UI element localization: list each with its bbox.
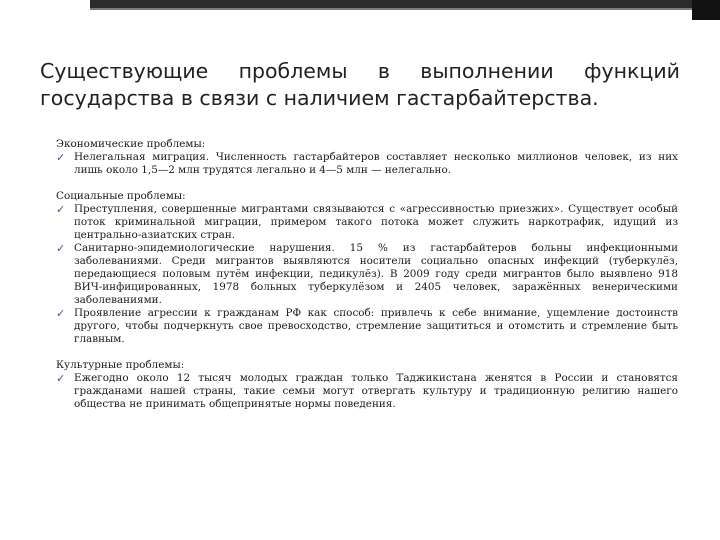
section-cultural — [56, 359, 678, 411]
list-item — [56, 372, 678, 411]
list-item-text: Проявление агрессии к гражданам РФ как способ: привлечь к себе внимание, ущемление достоинств другого, чтобы подчеркнуть свое превосходство, стремление защититься и отомстить и стремление быть главным. — [74, 307, 678, 345]
list-item — [56, 242, 678, 307]
list-item-text: Преступления, совершенные мигрантами связываются с «агрессивностью приезжих». Существует особый поток криминальной миграции, примером такого потока может служить наркотрафик, идущий из центрально-азиатских стран. — [74, 203, 678, 241]
top-bar-end-block — [692, 0, 720, 20]
top-bar-grey-stripe — [90, 8, 720, 10]
checkmark-icon: ✓ — [56, 151, 66, 164]
section-economic — [56, 138, 678, 177]
section-heading: Экономические проблемы: — [56, 138, 206, 150]
top-decorative-bar — [0, 0, 720, 20]
slide-title-line-2: государства в связи с наличием гастарбайтерства. — [40, 86, 599, 110]
checkmark-icon: ✓ — [56, 372, 66, 385]
checkmark-icon: ✓ — [56, 203, 66, 216]
list-item — [56, 151, 678, 177]
bullet-list — [56, 372, 678, 411]
checkmark-icon: ✓ — [56, 242, 66, 255]
section-social — [56, 190, 678, 346]
list-item-text: Ежегодно около 12 тысяч молодых граждан только Таджикистана женятся в России и становятся гражданами нашей страны, такие семьи могут отвергать культуру и традиционную религию нашего общества не принимать общепринятые нормы поведения. — [74, 372, 678, 410]
top-bar-dark-stripe — [90, 0, 720, 8]
slide-title-line-1: Существующие проблемы в выполнении функций — [40, 59, 680, 83]
slide-title — [40, 58, 680, 112]
checkmark-icon: ✓ — [56, 307, 66, 320]
list-item-text: Нелегальная миграция. Численность гастарбайтеров составляет несколько миллионов человек, из них лишь около 1,5—2 млн трудятся легально и 4—5 млн — нелегально. — [74, 151, 678, 176]
bullet-list — [56, 151, 678, 177]
list-item — [56, 307, 678, 346]
list-item — [56, 203, 678, 242]
bullet-list — [56, 203, 678, 346]
section-heading: Социальные проблемы: — [56, 190, 186, 202]
slide-content — [56, 138, 678, 424]
section-heading: Культурные проблемы: — [56, 359, 185, 371]
list-item-text: Санитарно-эпидемиологические нарушения. 15 % из гастарбайтеров больны инфекционными заболеваниями. Среди мигрантов выявляются носители социально опасных инфекций (туберкулёз, передающиеся половым путём инфекции, педикулёз). В 2009 году среди мигрантов было выявлено 918 ВИЧ-инфицированных, 1978 больных туберкулёзом и 2405 человек, заражённых венерическими заболеваниями. — [74, 242, 678, 306]
